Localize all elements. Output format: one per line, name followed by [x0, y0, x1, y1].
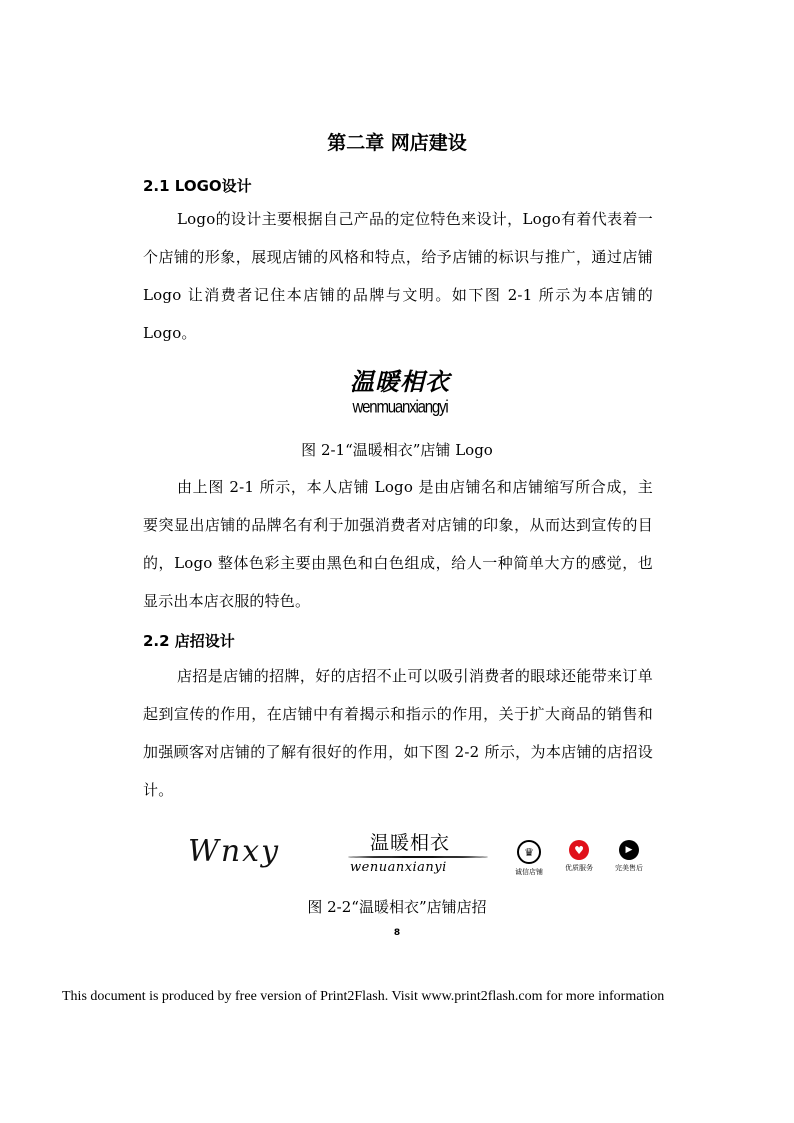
figure-caption-logo: 图 2-1“温暖相衣”店铺 Logo — [301, 441, 493, 459]
heart-icon: ♥ — [569, 840, 589, 860]
badge-after-sales — [604, 840, 654, 873]
section-heading-signboard: 2.2 店招设计 — [143, 632, 235, 650]
play-icon: ▶ — [619, 840, 639, 860]
paragraph-logo-intro: Logo的设计主要根据自己产品的定位特色来设计，Logo有着代表着一个店铺的形象，展现店铺的风格和特点，给予店铺的标识与推广，通过店铺 Logo 让消费者记住本店铺的品牌与文明。如下图 2-1 所示为本店铺的Logo。 — [143, 210, 653, 342]
page-number: 8 — [393, 928, 401, 938]
badge-label: 优质服务 — [565, 864, 593, 872]
paragraph-logo-description: 由上图 2-1 所示，本人店铺 Logo 是由店铺名和店铺缩写所合成，主要突显出店铺的品牌名有利于加强消费者对店铺的印象，从而达到宣传的目的，Logo 整体色彩主要由黑色和白色组成，给人一种简单大方的感觉，也显示出本店衣服的特色。 — [143, 478, 653, 610]
badge-honest-shop — [504, 840, 554, 877]
banner-abbreviation: Wnxy — [188, 834, 281, 869]
logo-chinese-text: 温暖相衣 — [350, 367, 450, 396]
badge-quality-service — [554, 840, 604, 873]
banner-divider — [348, 856, 488, 858]
logo-image — [340, 362, 460, 428]
banner-chinese-name: 温暖相衣 — [370, 832, 451, 854]
logo-english-text: wenmuanxiangyi — [352, 397, 448, 418]
section-heading-logo: 2.1 LOGO设计 — [143, 177, 252, 195]
banner-english-name: wenuanxianyi — [350, 860, 447, 875]
chapter-title: 第二章 网店建设 — [327, 132, 467, 154]
badge-label: 完美售后 — [615, 864, 643, 872]
paragraph-signboard: 店招是店铺的招牌，好的店招不止可以吸引消费者的眼球还能带来订单起到宣传的作用，在店铺中有着揭示和指示的作用，关于扩大商品的销售和加强顾客对店铺的了解有很好的作用，如下图 2-2 所示，为本店铺的店招设计。 — [143, 667, 653, 799]
badge-label: 诚信店铺 — [515, 868, 543, 876]
signboard-banner — [180, 826, 650, 886]
crown-icon: ♛ — [517, 840, 541, 864]
figure-caption-signboard: 图 2-2“温暖相衣”店铺店招 — [307, 898, 487, 916]
footer-notice: This document is produced by free version of Print2Flash. Visit www.print2flash.com for more information — [62, 989, 665, 1004]
